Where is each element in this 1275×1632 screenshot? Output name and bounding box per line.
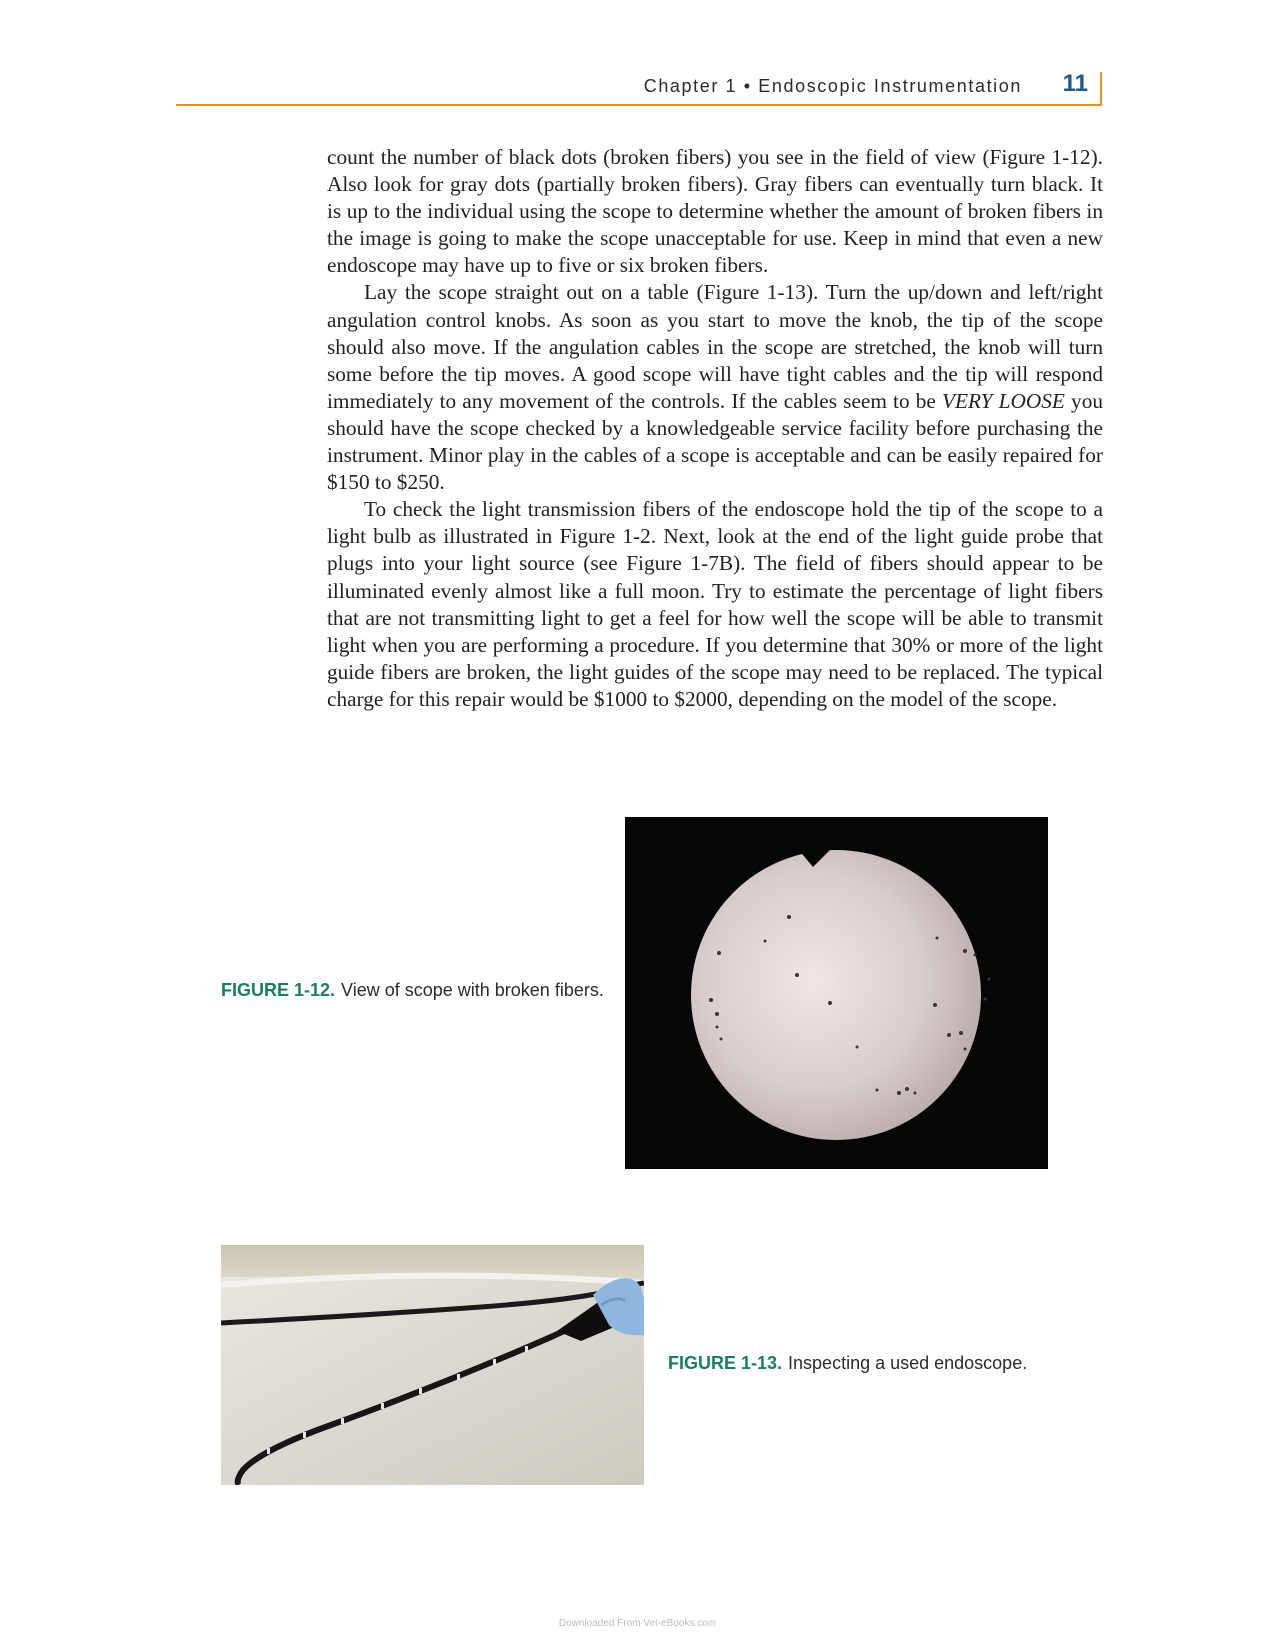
body-text bbox=[327, 144, 1103, 713]
figure-1-12-caption bbox=[221, 980, 604, 1001]
figure-1-13-label: FIGURE 1-13. bbox=[668, 1353, 783, 1373]
download-footer: Downloaded From Vet-eBooks.com bbox=[558, 1618, 717, 1629]
chapter-title: Chapter 1 • Endoscopic Instrumentation bbox=[643, 76, 1022, 96]
header-rule-tick bbox=[1100, 72, 1102, 104]
figure-1-13-caption bbox=[668, 1353, 1027, 1374]
paragraph-2-text-end: you should have the scope checked by a knowledgeable service facility before purchasing the instrument. Minor play in the cables of a scope is acceptable and can be easily repaired for $150 to $250. bbox=[327, 388, 1103, 495]
paragraph-1: count the number of black dots (broken fibers) you see in the field of view (Figure 1-12). Also look for gray dots (partially broken fibers). Gray fibers can eventually turn black. It is up to the individual using the scope to determine whether the amount of broken fibers in the image is going to make the scope unacceptable for use. Keep in mind that even a new endoscope may have up to five or six broken fibers. bbox=[327, 145, 1103, 278]
paragraph-3: To check the light transmission fibers of the endoscope hold the tip of the scope to a light bulb as illustrated in Figure 1-2. Next, look at the end of the light guide probe that plugs into your light source (see Figure 1-7B). The field of fibers should appear to be illuminated evenly almost like a full moon. Try to estimate the percentage of light fibers that are not transmitting light to get a feel for how well the scope will be able to transmit light when you are performing a procedure. If you determine that 30% or more of the light guide fibers are broken, the light guides of the scope may need to be replaced. The typical charge for this repair would be $1000 to $2000, depending on the model of the scope. bbox=[327, 497, 1103, 711]
running-header bbox=[176, 70, 1102, 106]
paragraph-2 bbox=[327, 279, 1103, 496]
paragraph-2-emphasis: VERY LOOSE bbox=[942, 388, 1065, 413]
figure-1-13-image bbox=[221, 1245, 644, 1485]
figure-1-12-image bbox=[625, 817, 1048, 1169]
paragraph-2-text-start: Lay the scope straight out on a table (Figure 1-13). Turn the up/down and left/right angulation control knobs. As soon as you start to move the knob, the tip of the scope should also move. If the angulation cables in the scope are stretched, the knob will turn some before the tip moves. A good scope will have tight cables and the tip will respond immediately to any movement of the controls. If the cables seem to be bbox=[327, 280, 1103, 413]
page-number: 11 bbox=[1062, 70, 1088, 97]
figure-1-12-text: View of scope with broken fibers. bbox=[341, 980, 604, 1000]
figure-1-13-text: Inspecting a used endoscope. bbox=[788, 1353, 1028, 1373]
figure-1-12-label: FIGURE 1-12. bbox=[221, 980, 336, 1000]
